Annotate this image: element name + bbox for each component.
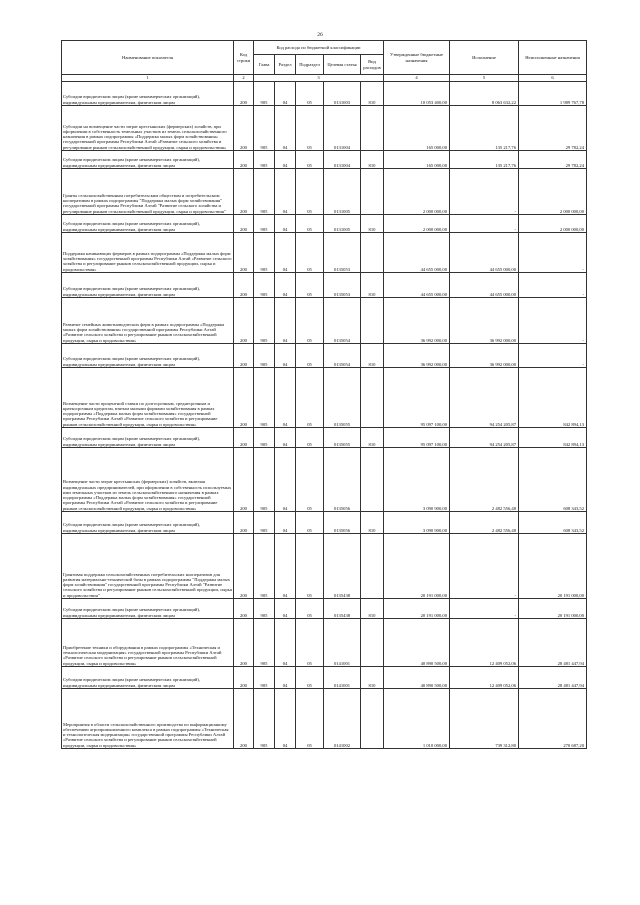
target-article: 0135053 (324, 233, 361, 273)
approved-amount: 44 655 000,00 (384, 233, 450, 273)
glava: 905 (254, 215, 275, 233)
target-article: 0135053 (324, 273, 361, 298)
expense-type: 810 (361, 82, 384, 106)
row-name: Поддержка начинающих фермеров в рамках подпрограммы «Поддержка малых форм хозяйствования» государственной программы Республики Алтай «Развитие сельского хозяйства и регулирование рынков сельскохозяйственной продукции, сырья и продовольствия» (62, 233, 234, 273)
line-code: 200 (234, 534, 254, 599)
glava: 905 (254, 448, 275, 512)
line-code: 200 (234, 151, 254, 169)
budget-table (61, 40, 587, 749)
approved-amount: 165 000,00 (384, 151, 450, 169)
glava: 905 (254, 169, 275, 215)
header-executed: Исполнение (450, 41, 519, 75)
index-cell: 4 (384, 75, 450, 82)
razdel: 04 (275, 82, 296, 106)
index-cell: 5 (450, 75, 519, 82)
line-code: 200 (234, 448, 254, 512)
executed-amount: - (450, 599, 519, 619)
approved-amount: 2 000 000,00 (384, 169, 450, 215)
table-row (62, 82, 587, 106)
table-row (62, 448, 587, 512)
glava: 905 (254, 619, 275, 667)
expense-type: 810 (361, 599, 384, 619)
podrazdel: 05 (296, 428, 324, 448)
approved-amount: 95 097 100,00 (384, 428, 450, 448)
table-row (62, 169, 587, 215)
line-code: 200 (234, 599, 254, 619)
table-row (62, 151, 587, 169)
executed-amount: 12 409 052,06 (450, 667, 519, 689)
approved-amount: 3 090 900,00 (384, 448, 450, 512)
header-target: Целевая статья (324, 55, 361, 75)
podrazdel: 05 (296, 344, 324, 368)
unexecuted-amount: 842 894,13 (519, 368, 587, 428)
line-code: 200 (234, 106, 254, 151)
line-code: 200 (234, 619, 254, 667)
unexecuted-amount: - (519, 298, 587, 344)
approved-amount: 95 097 100,00 (384, 368, 450, 428)
table-row (62, 368, 587, 428)
expense-type (361, 298, 384, 344)
index-cell: 6 (519, 75, 587, 82)
podrazdel: 05 (296, 599, 324, 619)
target-article: 0135055 (324, 428, 361, 448)
expense-type: 810 (361, 667, 384, 689)
row-name: Субсидии юридическим лицам (кроме некоммерческих организаций), индивидуальным предпринимателям, физическим лицам (62, 599, 234, 619)
razdel: 04 (275, 151, 296, 169)
target-article: 0135056 (324, 448, 361, 512)
row-name: Субсидии юридическим лицам (кроме некоммерческих организаций), индивидуальным предпринимателям, физическим лицам (62, 344, 234, 368)
executed-amount: 36 992 000,00 (450, 298, 519, 344)
target-article: 0141001 (324, 619, 361, 667)
glava: 905 (254, 667, 275, 689)
header-approved: Утвержденные бюджетные назначения (384, 41, 450, 75)
table-row (62, 512, 587, 534)
glava: 905 (254, 151, 275, 169)
target-article: 0135438 (324, 599, 361, 619)
table-row (62, 273, 587, 298)
row-name: Грантовая поддержка сельскохозяйственных потребительских кооперативов для развития материально-технической базы в рамках подпрограммы "Поддержка малых форм хозяйствования" государственной программы Республики Алтай "Развитие сельского хозяйства и регулирование рынков сельскохозяйственной продукции, сырья и продовольствия" (62, 534, 234, 599)
line-code: 200 (234, 298, 254, 344)
expense-type: 810 (361, 273, 384, 298)
podrazdel: 05 (296, 106, 324, 151)
expense-type: 810 (361, 512, 384, 534)
row-name: Гранты сельскохозяйственным потребительским обществам и потребительским кооперативам в рамках подпрограммы "Поддержка малых форм хозяйствования" государственной программы Республики Алтай "Развитие сельского хозяйства и регулирование рынков сельскохозяйственной продукции, сырья и продовольствия" (62, 169, 234, 215)
approved-amount: 20 191 000,00 (384, 599, 450, 619)
expense-type (361, 619, 384, 667)
razdel: 04 (275, 667, 296, 689)
razdel: 04 (275, 619, 296, 667)
executed-amount: 2 482 556,48 (450, 512, 519, 534)
unexecuted-amount: - (519, 344, 587, 368)
header-expense-type: Вид расходов (361, 55, 384, 75)
line-code: 200 (234, 512, 254, 534)
unexecuted-amount: 28 481 447,94 (519, 619, 587, 667)
row-name: Возмещение части затрат крестьянских (фермерских) хозяйств, включая индивидуальных предпринимателей, при оформлении в собственность используемых ими земельных участков из земель сельскохозяйственного назначения в рамках подпрограммы «Поддержка малых форм хозяйствования» государственной программы Республики Алтай «Развитие сельского хозяйства и регулирование рынков сельскохозяйственной продукции, сырья и продовольствия» (62, 448, 234, 512)
glava: 905 (254, 534, 275, 599)
table-row (62, 428, 587, 448)
unexecuted-amount: 20 191 000,00 (519, 599, 587, 619)
glava: 905 (254, 273, 275, 298)
expense-type (361, 169, 384, 215)
podrazdel: 05 (296, 298, 324, 344)
unexecuted-amount: - (519, 233, 587, 273)
index-cell: 2 (234, 75, 254, 82)
approved-amount: 165 000,00 (384, 106, 450, 151)
target-article: 0135054 (324, 298, 361, 344)
table-row (62, 534, 587, 599)
razdel: 04 (275, 448, 296, 512)
approved-amount: 3 090 900,00 (384, 512, 450, 534)
table-row (62, 344, 587, 368)
table-row (62, 599, 587, 619)
page-number: 26 (317, 32, 323, 38)
unexecuted-amount: 270 687,20 (519, 689, 587, 749)
row-name: Субсидии юридическим лицам (кроме некоммерческих организаций), индивидуальным предпринимателям, физическим лицам (62, 215, 234, 233)
executed-amount: 2 482 556,48 (450, 448, 519, 512)
index-cell: 1 (62, 75, 234, 82)
podrazdel: 05 (296, 667, 324, 689)
razdel: 04 (275, 689, 296, 749)
podrazdel: 05 (296, 534, 324, 599)
glava: 905 (254, 599, 275, 619)
razdel: 04 (275, 428, 296, 448)
target-article: 0131003 (324, 82, 361, 106)
line-code: 200 (234, 428, 254, 448)
line-code: 200 (234, 82, 254, 106)
approved-amount: 44 655 000,00 (384, 273, 450, 298)
approved-amount: 40 890 500,00 (384, 619, 450, 667)
line-code: 200 (234, 689, 254, 749)
executed-amount: 44 655 000,00 (450, 273, 519, 298)
expense-type: 810 (361, 151, 384, 169)
target-article: 0131004 (324, 106, 361, 151)
glava: 905 (254, 368, 275, 428)
unexecuted-amount: 608 343,52 (519, 448, 587, 512)
header-line-code: Код строки (234, 41, 254, 75)
approved-amount: 40 890 500,00 (384, 667, 450, 689)
podrazdel: 05 (296, 273, 324, 298)
executed-amount: 135 217,76 (450, 151, 519, 169)
row-name: Субсидии юридическим лицам (кроме некоммерческих организаций), индивидуальным предпринимателям, физическим лицам (62, 151, 234, 169)
executed-amount: 44 655 000,00 (450, 233, 519, 273)
razdel: 04 (275, 215, 296, 233)
row-name: Субсидии юридическим лицам (кроме некоммерческих организаций), индивидуальным предпринимателям, физическим лицам (62, 273, 234, 298)
expense-type (361, 233, 384, 273)
approved-amount: 36 992 000,00 (384, 344, 450, 368)
unexecuted-amount: 2 000 000,00 (519, 215, 587, 233)
target-article: 0135056 (324, 512, 361, 534)
index-row (62, 75, 587, 82)
row-name: Субсидии на возмещение части затрат крестьянских (фермерских) хозяйств, при оформлении в собственность земельных участков из земель сельскохозяйственного назначения в рамках подпрограммы «Поддержка малых форм хозяйствования» государственной программы Республики Алтай «Развитие сельского хозяйства и регулирование рынков сельскохозяйственной продукции, сырья и продовольствия» (62, 106, 234, 151)
approved-amount: 20 191 000,00 (384, 534, 450, 599)
podrazdel: 05 (296, 619, 324, 667)
unexecuted-amount: 1 989 767,78 (519, 82, 587, 106)
target-article: 0135055 (324, 368, 361, 428)
glava: 905 (254, 298, 275, 344)
approved-amount: 36 992 000,00 (384, 298, 450, 344)
razdel: 04 (275, 273, 296, 298)
razdel: 04 (275, 512, 296, 534)
podrazdel: 05 (296, 169, 324, 215)
header-razdel: Раздел (275, 55, 296, 75)
target-article: 0131005 (324, 169, 361, 215)
row-name: Приобретение техники и оборудования в рамках подпрограммы «Техническая и технологическая модернизация» государственной программы Республики Алтай «Развитие сельского хозяйства и регулирование рынков сельскохозяйственной продукции, сырья и продовольствия» (62, 619, 234, 667)
podrazdel: 05 (296, 368, 324, 428)
executed-amount: - (450, 534, 519, 599)
podrazdel: 05 (296, 82, 324, 106)
row-name: Субсидии юридическим лицам (кроме некоммерческих организаций), индивидуальным предпринимателям, физическим лицам (62, 428, 234, 448)
razdel: 04 (275, 106, 296, 151)
razdel: 04 (275, 298, 296, 344)
razdel: 04 (275, 233, 296, 273)
expense-type: 810 (361, 215, 384, 233)
expense-type (361, 534, 384, 599)
expense-type: 810 (361, 344, 384, 368)
line-code: 200 (234, 215, 254, 233)
header-glava: Глава (254, 55, 275, 75)
razdel: 04 (275, 344, 296, 368)
line-code: 200 (234, 667, 254, 689)
executed-amount: 36 992 000,00 (450, 344, 519, 368)
row-name: Возмещение части процентной ставки по долгосрочным, среднесрочным и краткосрочным кредитам, взятым малыми формами хозяйствования в рамках подпрограммы «Поддержка малых форм хозяйствования» государственной программы Республики Алтай «Развитие сельского хозяйства и регулирование рынков сельскохозяйственной продукции, сырья и продовольствия» (62, 368, 234, 428)
executed-amount: - (450, 169, 519, 215)
glava: 905 (254, 233, 275, 273)
row-name: Субсидии юридическим лицам (кроме некоммерческих организаций), индивидуальным предпринимателям, физическим лицам (62, 667, 234, 689)
table-row (62, 619, 587, 667)
target-article: 0141001 (324, 667, 361, 689)
unexecuted-amount: 29 782,24 (519, 151, 587, 169)
executed-amount: 94 254 205,87 (450, 368, 519, 428)
approved-amount: 1 010 000,00 (384, 689, 450, 749)
razdel: 04 (275, 534, 296, 599)
index-cell: 3 (254, 75, 384, 82)
razdel: 04 (275, 368, 296, 428)
executed-amount: 739 312,80 (450, 689, 519, 749)
podrazdel: 05 (296, 512, 324, 534)
header-name: Наименование показателя (62, 41, 234, 75)
glava: 905 (254, 512, 275, 534)
header-unexecuted: Неисполненные назначения (519, 41, 587, 75)
executed-amount: 94 254 205,87 (450, 428, 519, 448)
line-code: 200 (234, 233, 254, 273)
executed-amount: 12 409 052,06 (450, 619, 519, 667)
target-article: 0135438 (324, 534, 361, 599)
glava: 905 (254, 428, 275, 448)
podrazdel: 05 (296, 233, 324, 273)
approved-amount: 10 053 400,00 (384, 82, 450, 106)
line-code: 200 (234, 344, 254, 368)
table-row (62, 233, 587, 273)
executed-amount: 135 217,76 (450, 106, 519, 151)
table-row (62, 215, 587, 233)
line-code: 200 (234, 368, 254, 428)
target-article: 0131005 (324, 215, 361, 233)
expense-type: 810 (361, 428, 384, 448)
razdel: 04 (275, 169, 296, 215)
table-row (62, 106, 587, 151)
podrazdel: 05 (296, 151, 324, 169)
table-row (62, 689, 587, 749)
header-podrazdel: Подраздел (296, 55, 324, 75)
unexecuted-amount: 20 191 000,00 (519, 534, 587, 599)
row-name: Субсидии юридическим лицам (кроме некоммерческих организаций), индивидуальным предпринимателям, физическим лицам (62, 82, 234, 106)
row-name: Мероприятия в области сельскохозяйственного производства по информационному обеспечению агропромышленного комплекса в рамках подпрограммы «Техническая и технологическая модернизация» государственной программы Республики Алтай «Развитие сельского хозяйства и регулирование рынков сельскохозяйственной продукции, сырья и продовольствия» (62, 689, 234, 749)
expense-type (361, 448, 384, 512)
row-name: Субсидии юридическим лицам (кроме некоммерческих организаций), индивидуальным предпринимателям, физическим лицам (62, 512, 234, 534)
glava: 905 (254, 82, 275, 106)
unexecuted-amount: 608 343,52 (519, 512, 587, 534)
unexecuted-amount: 28 481 447,94 (519, 667, 587, 689)
executed-amount: - (450, 215, 519, 233)
expense-type (361, 106, 384, 151)
glava: 905 (254, 344, 275, 368)
table-row (62, 667, 587, 689)
podrazdel: 05 (296, 689, 324, 749)
line-code: 200 (234, 273, 254, 298)
podrazdel: 05 (296, 448, 324, 512)
row-name: Развитие семейных животноводческих ферм в рамках подпрограммы «Поддержка малых форм хозяйствования» государственной программы Республики Алтай «Развитие сельского хозяйства и регулирование рынков сельскохозяйственной продукции, сырья и продовольствия» (62, 298, 234, 344)
podrazdel: 05 (296, 215, 324, 233)
approved-amount: 2 000 000,00 (384, 215, 450, 233)
glava: 905 (254, 689, 275, 749)
expense-type (361, 368, 384, 428)
razdel: 04 (275, 599, 296, 619)
unexecuted-amount: - (519, 273, 587, 298)
unexecuted-amount: 29 782,24 (519, 106, 587, 151)
target-article: 0131004 (324, 151, 361, 169)
target-article: 0141002 (324, 689, 361, 749)
executed-amount: 8 063 632,22 (450, 82, 519, 106)
unexecuted-amount: 2 000 000,00 (519, 169, 587, 215)
glava: 905 (254, 106, 275, 151)
line-code: 200 (234, 169, 254, 215)
target-article: 0135054 (324, 344, 361, 368)
expense-type (361, 689, 384, 749)
unexecuted-amount: 842 894,13 (519, 428, 587, 448)
table-row (62, 298, 587, 344)
header-budget-code: Код расхода по бюджетной классификации (254, 41, 384, 55)
